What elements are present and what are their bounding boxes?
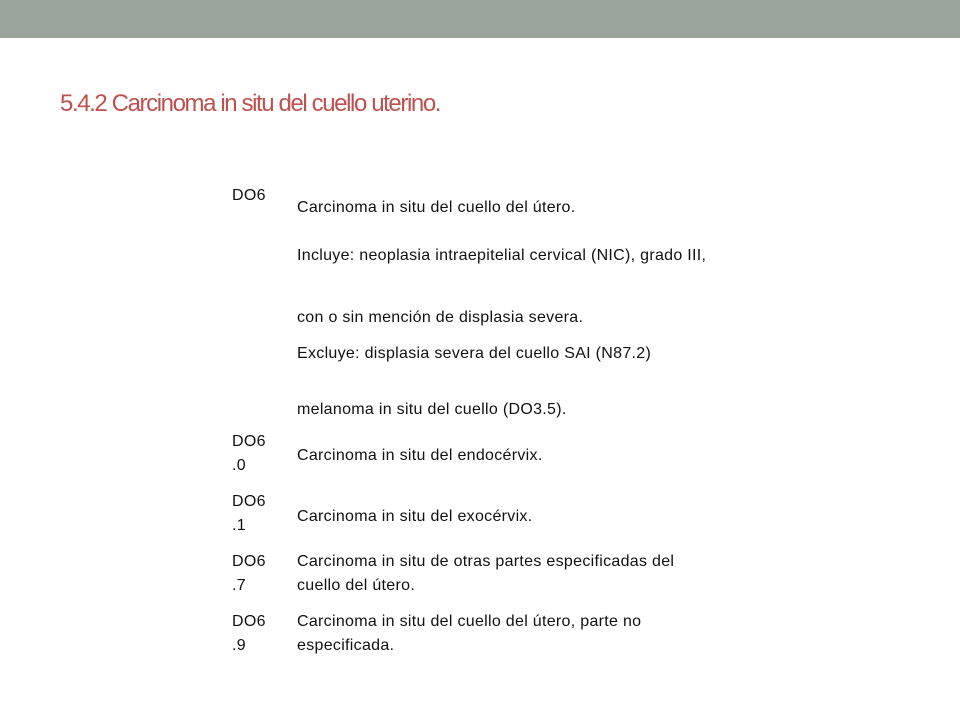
code-line-1: DO6 (232, 493, 266, 510)
code-do6: DO6 (232, 187, 266, 204)
code-line-2: .9 (232, 637, 246, 654)
desc-do6-excludes-cont: melanoma in situ del cuello (DO3.5). (297, 401, 567, 418)
code-line-1: DO6 (232, 613, 266, 630)
desc-do6-includes-cont: con o sin mención de displasia severa. (297, 309, 584, 326)
desc-do6-7: Carcinoma in situ de otras partes especificadas del cuello del útero. (297, 553, 675, 594)
code-do6-1 (232, 490, 282, 538)
code-do6-0 (232, 430, 282, 478)
desc-do6-excludes: Excluye: displasia severa del cuello SAI (N87.2) (297, 345, 652, 362)
desc-do6-9: Carcinoma in situ del cuello del útero, parte no especificada. (297, 613, 642, 654)
code-line-1: DO6 (232, 553, 266, 570)
desc-do6-title: Carcinoma in situ del cuello del útero. (297, 199, 576, 216)
top-bar (0, 0, 960, 38)
slide-title: 5.4.2 Carcinoma in situ del cuello uterino. (60, 90, 441, 117)
code-line-2: .7 (232, 577, 246, 594)
code-do6-9 (232, 610, 282, 658)
code-line-2: .1 (232, 517, 246, 534)
code-line-1: DO6 (232, 433, 266, 450)
desc-do6-1: Carcinoma in situ del exocérvix. (297, 508, 533, 525)
desc-do6-0: Carcinoma in situ del endocérvix. (297, 447, 543, 464)
code-line-2: .0 (232, 457, 246, 474)
code-do6-7 (232, 550, 282, 598)
desc-do6-includes: Incluye: neoplasia intraepitelial cervical (NIC), grado III, (297, 247, 707, 264)
